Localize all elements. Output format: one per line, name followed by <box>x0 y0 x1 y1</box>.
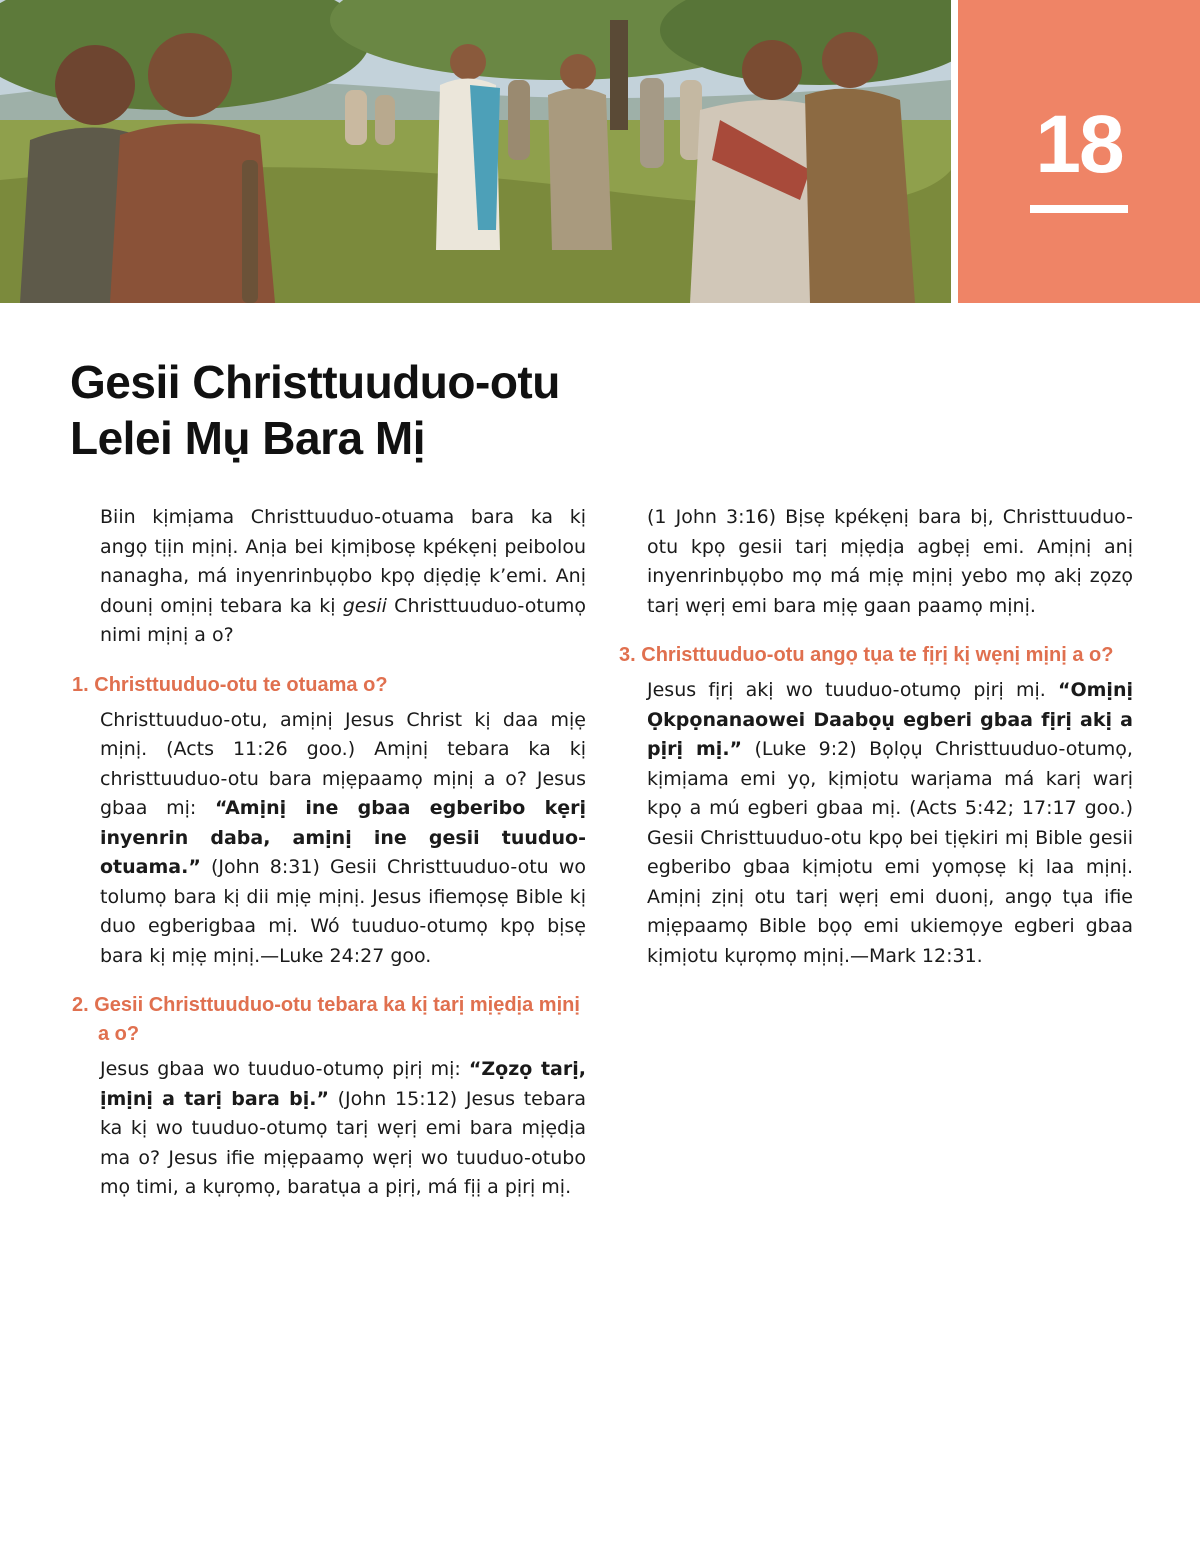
title-line-1: Gesii Christtuuduo-otu <box>70 356 560 408</box>
answer-2-text-a: Jesus gbaa wo tuuduo-otumọ pịrị mị: <box>100 1058 469 1080</box>
answer-1-quote: “Amịnị ine gbaa egberibo kẹrị inyenrin daba, amịnị ine gesii tuuduo-otuama.” <box>100 797 586 878</box>
badge-underline <box>1030 205 1128 213</box>
intro-paragraph <box>72 503 586 651</box>
question-1 <box>72 671 586 700</box>
answer-2-quote: “Zọzọ tarị, ịmịnị a tarị bara bị.” <box>100 1058 586 1110</box>
question-2 <box>72 991 586 1049</box>
question-2-number: 2. <box>72 994 89 1016</box>
intro-text-1: Biin kịmịama Christtuuduo-otuama bara ka kị angọ tịịn mịnị. Anịa bei kịmịbosẹ kpékẹnị peibolou nanagha, má inyenrinbụọbo kpọ dịẹdịẹ k’emi. Anị dounị omịnị tebara ka kị <box>100 506 586 617</box>
right-column <box>619 503 1133 971</box>
intro-text-2: Christtuuduo-otumọ nimi mịnị a o? <box>100 594 587 646</box>
question-3 <box>619 641 1133 670</box>
answer-3 <box>619 676 1133 971</box>
question-3-number: 3. <box>619 644 636 666</box>
lesson-badge <box>958 0 1200 303</box>
question-1-number: 1. <box>72 673 89 696</box>
answer-3-text-a: Jesus fịrị akị wo tuuduo-otumọ pịrị mị. <box>647 679 1058 701</box>
answer-2 <box>72 1055 586 1203</box>
answer-3-quote: “Omịnị Ọkpọnanaowei Daabọụ egberi gbaa fịrị akị a pịrị mị.” <box>647 679 1133 760</box>
left-column <box>72 503 586 1203</box>
intro-italic: gesii <box>342 594 387 617</box>
answer-1-text-a: Christtuuduo-otu, amịnị Jesus Christ kị daa mịẹ mịnị. (Acts 11:26 goo.) Amịnị tebara ka kị christtuuduo-otu bara mịẹpaamọ mịnị a o? Jesus gbaa mị: <box>100 708 586 819</box>
question-2-text: Gesii Christtuuduo-otu tebara ka kị tarị mịẹdịa mịnị a o? <box>94 994 580 1045</box>
question-1-text: Christtuuduo-otu te otuama o? <box>94 673 388 696</box>
page-title <box>70 354 560 466</box>
answer-3-text-b: (Luke 9:2) Bọlọụ Christtuuduo-otumọ, kịmịama emi yọ, kịmịotu warịama má karị warị kpọ a mú egberi gbaa mị. (Acts 5:42; 17:17 goo.) Gesii Christtuuduo-otu kpọ bei tịẹkiri mị Bible gesii egberibo gbaa kịmịotu emi yọmọsẹ kị laa mịnị. Amịnị zịnị otu tarị wẹrị emi duonị, angọ tụa ifie mịẹpaamọ Bible bọọ emi ukiemọye egberi gbaa kịmịotu kụrọmọ mịnị.—Mark 12:31. <box>647 738 1133 967</box>
title-line-2: Lelei Mụ Bara Mị <box>70 412 425 464</box>
answer-2-text-b: (John 15:12) Jesus tebara ka kị wo tuuduo-otumọ tarị wẹrị emi bara mịẹdịa ma o? Jesus ifie mịẹpaamọ wẹrị wo tuuduo-otubo mọ timi, a kụrọmọ, baratụa a pịrị, má fịị a pịrị mị. <box>100 1087 586 1198</box>
illustration-disciples-walking <box>0 0 951 303</box>
question-3-text: Christtuuduo-otu angọ tụa te fịrị kị wẹnị mịnị a o? <box>641 644 1114 666</box>
lesson-number: 18 <box>1035 99 1123 190</box>
answer-2-continued: (1 John 3:16) Bịsẹ kpékẹnị bara bị, Christtuuduo-otu kpọ gesii tarị mịẹdịa agbẹị emi. Amịnị anị inyenrinbụọbo mọ má mịẹ mịnị yebo mọ akị zọzọ tarị wẹrị emi bara mịẹ gaan paamọ mịnị. <box>647 506 1133 617</box>
hero-illustration <box>0 0 951 303</box>
answer-1-text-b: (John 8:31) Gesii Christtuuduo-otu wo tolumọ bara kị dii mịẹ mịnị. Jesus ifiemọsẹ Bible kị duo egberigbaa mị. Wó tuuduo-otumọ kpọ bịsẹ bara kị mịẹ mịnị.—Luke 24:27 goo. <box>100 856 586 967</box>
answer-1 <box>72 706 586 972</box>
